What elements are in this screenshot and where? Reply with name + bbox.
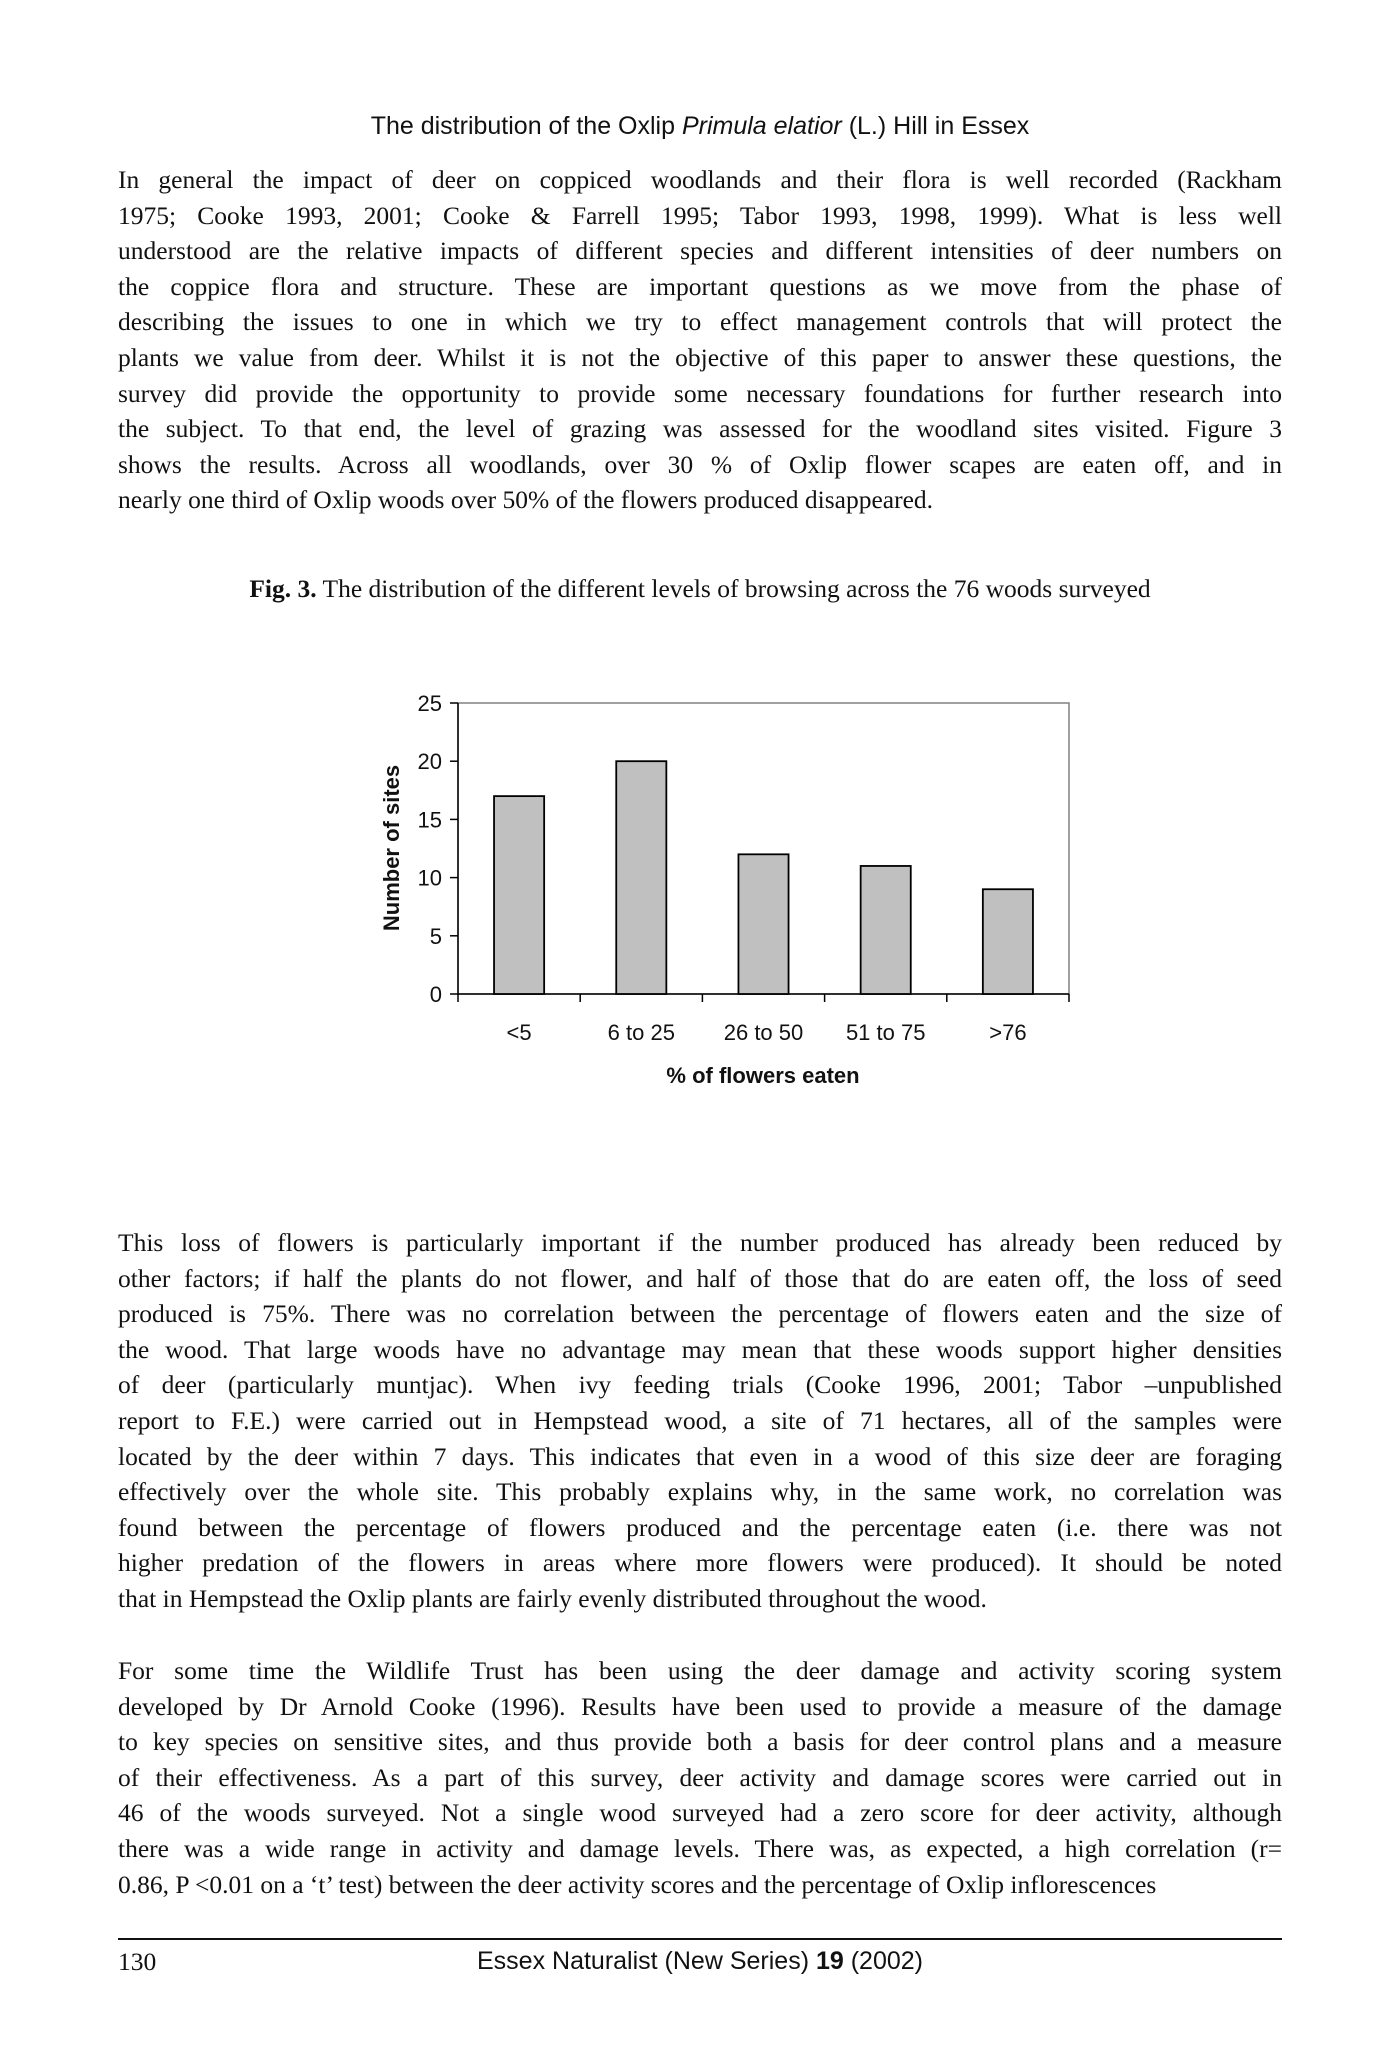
text-line: the coppice flora and structure. These are important questions as we move from the phase of [118, 271, 1282, 301]
text-line: 46 of the woods surveyed. Not a single wood surveyed had a zero score for deer activity, although [118, 1798, 1282, 1828]
text-line: survey did provide the opportunity to provide some necessary foundations for further research into [118, 378, 1282, 408]
running-head-prefix: The distribution of the Oxlip [370, 112, 682, 140]
bar [861, 866, 911, 994]
y-axis-title: Number of sites [379, 764, 404, 932]
text-line: located by the deer within 7 days. This indicates that even in a wood of this size deer are foraging [118, 1441, 1282, 1471]
x-tick-label: <5 [506, 1020, 532, 1045]
paragraph-2 [118, 1225, 1282, 1617]
text-line: In general the impact of deer on coppiced woodlands and their flora is well recorded (Rackham [118, 165, 1282, 194]
text-line: the subject. To that end, the level of grazing was assessed for the woodland sites visited. Figure 3 [118, 414, 1282, 444]
text-line: there was a wide range in activity and damage levels. There was, as expected, a high correlation (r= [118, 1833, 1282, 1863]
y-tick-label: 10 [417, 865, 442, 891]
text-line: of their effectiveness. As a part of this survey, deer activity and damage scores were carried out in [118, 1762, 1282, 1792]
text-line: of deer (particularly muntjac). When ivy feeding trials (Cooke 1996, 2001; Tabor –unpublished [118, 1370, 1282, 1400]
bar [983, 889, 1033, 994]
text-line: plants we value from deer. Whilst it is not the objective of this paper to answer these questions, the [118, 342, 1282, 372]
figure-label: Fig. 3. [249, 574, 317, 603]
y-tick-label: 20 [417, 749, 442, 775]
text-line: nearly one third of Oxlip woods over 50% of the flowers produced disappeared. [118, 485, 934, 515]
text-line: report to F.E.) were carried out in Hempstead wood, a site of 71 hectares, all of the samples were [118, 1405, 1282, 1435]
y-tick-label: 5 [429, 923, 442, 949]
text-line: shows the results. Across all woodlands, over 30 % of Oxlip flower scapes are eaten off, and in [118, 449, 1282, 479]
figure-caption-text: The distribution of the different levels of browsing across the 76 woods surveyed [316, 574, 1151, 603]
footer-rule [118, 1938, 1282, 1940]
text-line: the wood. That large woods have no advantage may mean that these woods support higher densities [118, 1334, 1282, 1364]
x-tick-label: 26 to 50 [723, 1020, 804, 1045]
y-tick-label: 25 [417, 691, 442, 716]
text-line: found between the percentage of flowers produced and the percentage eaten (i.e. there was not [118, 1512, 1282, 1542]
journal-name: Essex Naturalist (New Series) [476, 1947, 816, 1975]
y-tick-label: 0 [429, 982, 442, 1007]
text-line: 0.86, P <0.01 on a ‘t’ test) between the deer activity scores and the percentage of Oxlip inflorescences [118, 1869, 1157, 1899]
journal-citation [0, 1947, 1400, 1976]
x-tick-label: 6 to 25 [607, 1020, 675, 1045]
text-line: 1975; Cooke 1993, 2001; Cooke & Farrell 1995; Tabor 1993, 1998, 1999). What is less well [118, 200, 1282, 230]
y-ticks [418, 691, 458, 1007]
bars [494, 761, 1033, 994]
running-head-suffix: (L.) Hill in Essex [841, 112, 1030, 140]
text-line: that in Hempstead the Oxlip plants are fairly evenly distributed throughout the wood. [118, 1583, 987, 1613]
text-line: developed by Dr Arnold Cooke (1996). Results have been used to provide a measure of the damage [118, 1691, 1282, 1721]
text-line: effectively over the whole site. This probably explains why, in the same work, no correlation was [118, 1477, 1282, 1507]
x-axis-title: % of flowers eaten [666, 1063, 860, 1088]
x-ticks [458, 994, 1069, 1002]
text-line: describing the issues to one in which we try to effect management controls that will protect the [118, 307, 1282, 337]
paragraph-3 [118, 1653, 1282, 1902]
text-line: higher predation of the flowers in areas where more flowers were produced). It should be noted [118, 1548, 1282, 1578]
bar [738, 854, 788, 994]
text-line: This loss of flowers is particularly important if the number produced has already been reduced by [118, 1228, 1282, 1257]
journal-year: (2002) [843, 1947, 923, 1975]
journal-volume: 19 [815, 1947, 844, 1975]
text-line: understood are the relative impacts of different species and different intensities of deer numbers on [118, 236, 1282, 266]
x-tick-labels [507, 1020, 1027, 1045]
text-line: other factors; if half the plants do not flower, and half of those that do are eaten off, the loss of seed [118, 1263, 1282, 1293]
page-number: 130 [118, 1947, 157, 1976]
y-tick-label: 15 [417, 807, 442, 833]
running-head-species: Primula elatior [681, 112, 842, 140]
x-tick-label: >76 [989, 1020, 1027, 1045]
text-line: For some time the Wildlife Trust has been using the deer damage and activity scoring system [118, 1656, 1282, 1685]
bar [494, 796, 544, 994]
bar [616, 761, 666, 994]
text-line: to key species on sensitive sites, and thus provide both a basis for deer control plans and a measure [118, 1727, 1282, 1757]
text-line: produced is 75%. There was no correlation between the percentage of flowers eaten and the size of [118, 1299, 1282, 1329]
x-tick-label: 51 to 75 [845, 1020, 926, 1045]
